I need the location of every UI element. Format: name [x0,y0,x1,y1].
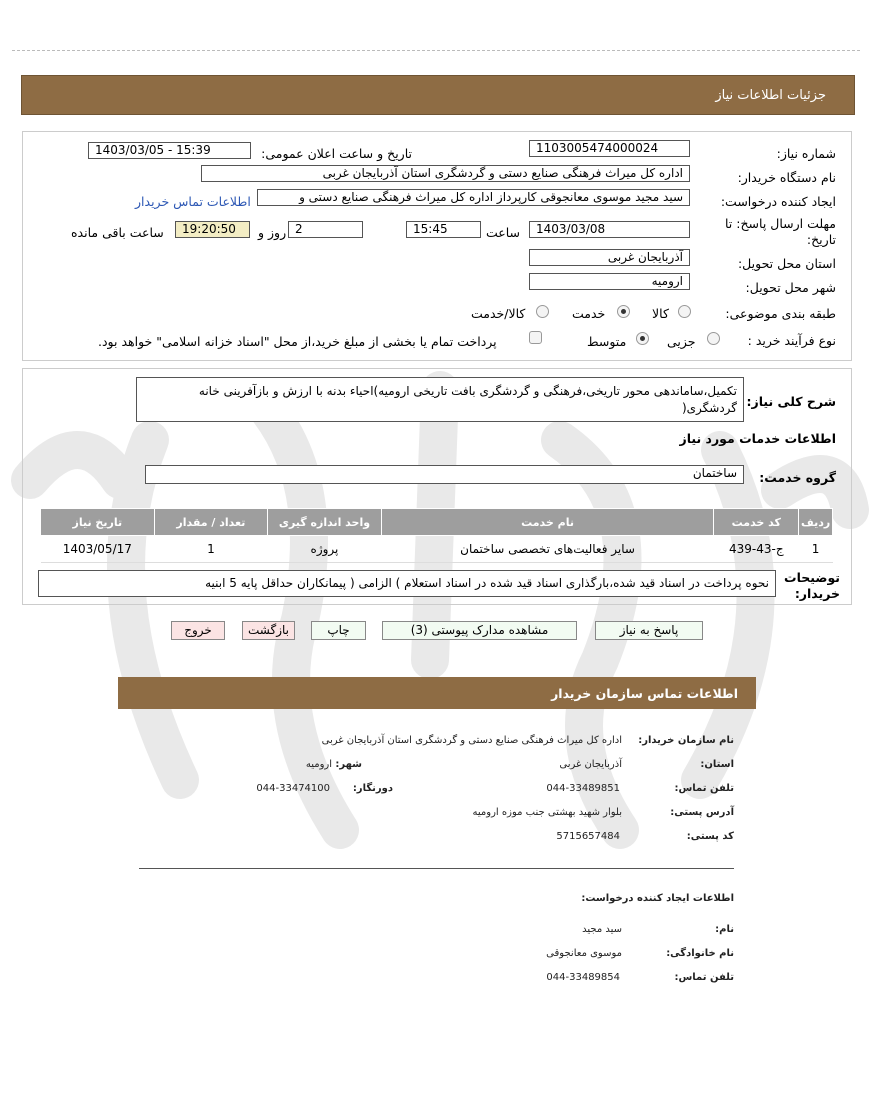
buyer-notes-label: توضیحات خریدار: [784,570,840,601]
creator-field: سید مجید موسوی معانجوقی کارپرداز اداره کل میراث فرهنگی صنایع دستی و [257,189,690,206]
top-divider [12,50,860,51]
cell-quantity: 1 [154,536,268,563]
remaining-label: ساعت باقی مانده [71,225,164,240]
creator-name: سید مجید [582,924,622,935]
cell-row: 1 [799,536,833,563]
page-title: جزئیات اطلاعات نیاز [715,88,826,103]
deadline-time-label: ساعت [486,225,521,240]
process-radio-minor[interactable] [707,332,720,345]
services-table [40,508,833,563]
col-code: کد خدمت [714,509,799,536]
contact-phone-label: تلفن تماس: [674,783,734,794]
reply-button[interactable]: پاسخ به نیاز [595,621,703,640]
deadline-label: مهلت ارسال پاسخ: تا تاریخ: [725,216,836,247]
need-number-label: شماره نیاز: [776,146,836,161]
creator-info-title: اطلاعات ایجاد کننده درخواست: [581,893,734,904]
col-row: ردیف [799,509,833,536]
treasury-note: پرداخت تمام یا بخشی از مبلغ خرید،از محل "اسناد خزانه اسلامی" خواهد بود. [98,334,497,349]
table-header-row [41,509,833,536]
contact-address: بلوار شهید بهشتی جنب موزه ارومیه [472,807,622,818]
contact-org: اداره کل میراث فرهنگی صنایع دستی و گردشگری استان آذربایجان غربی [321,735,622,746]
contact-divider [139,868,734,869]
buyer-org-field: اداره کل میراث فرهنگی صنایع دستی و گردشگری استان آذربایجان غربی [201,165,690,182]
process-label: نوع فرآیند خرید : [747,333,836,348]
city-label: شهر محل تحویل: [745,280,836,295]
cell-code: ج-43-439 [714,536,799,563]
creator-phone: 044-33489854 [546,972,620,983]
category-radio-service[interactable] [617,305,630,318]
col-quantity: تعداد / مقدار [154,509,268,536]
contact-fax: 044-33474100 [256,783,330,794]
contact-province-label: استان: [700,759,734,770]
col-unit: واحد اندازه گیری [268,509,382,536]
deadline-time-field: 15:45 [406,221,481,238]
service-group-label: گروه خدمت: [759,470,836,485]
process-radio-medium[interactable] [636,332,649,345]
category-radio-goods[interactable] [678,305,691,318]
contact-province: آذربایجان غربی [559,759,622,770]
exit-button[interactable]: خروج [171,621,225,640]
services-heading: اطلاعات خدمات مورد نیاز [679,431,836,446]
contact-postal-label: کد پستی: [686,831,734,842]
table-row [41,536,833,563]
days-field: 2 [288,221,363,238]
deadline-date-field: 1403/03/08 [529,221,690,238]
category-option-goods-service: کالا/خدمت [471,306,526,321]
cell-service-name: سایر فعالیت‌های تخصصی ساختمان [381,536,714,563]
buyer-org-label: نام دستگاه خریدار: [737,170,836,185]
summary-field: تکمیل،ساماندهی محور تاریخی،فرهنگی و گردشگری بافت تاریخی ارومیه)احیاء بدنه با ارزش و بازآفرینی خانه گردشگری( [136,377,744,422]
col-service-name: نام خدمت [381,509,714,536]
process-option-minor: جزیی [667,334,696,349]
service-group-field: ساختمان [145,465,744,484]
contact-org-label: نام سازمان خریدار: [638,735,734,746]
announce-label: تاریخ و ساعت اعلان عمومی: [261,146,412,161]
province-label: استان محل تحویل: [737,256,836,271]
back-button[interactable]: بازگشت [242,621,295,640]
cell-need-date: 1403/05/17 [41,536,155,563]
remaining-time-field: 19:20:50 [175,221,250,238]
contact-address-label: آدرس پستی: [670,807,734,818]
creator-phone-label: تلفن تماس: [674,972,734,983]
contact-city-label: شهر: [335,759,362,770]
category-option-service: خدمت [572,306,606,321]
attachments-button[interactable]: مشاهده مدارک پیوستی (3) [382,621,577,640]
contact-postal: 5715657484 [556,831,620,842]
treasury-checkbox[interactable] [529,331,542,344]
need-number-field: 1103005474000024 [529,140,690,157]
contact-city: ارومیه [305,759,332,770]
summary-label: شرح کلی نیاز: [746,394,836,409]
announce-field: 1403/03/05 - 15:39 [88,142,251,159]
print-button[interactable]: چاپ [311,621,366,640]
creator-family-label: نام خانوادگی: [666,948,734,959]
days-label: روز و [258,225,287,240]
province-field: آذربایجان غربی [529,249,690,266]
contact-header [118,677,756,709]
creator-family: موسوی معانجوقی [546,948,622,959]
contact-phone: 044-33489851 [546,783,620,794]
buyer-contact-link[interactable]: اطلاعات تماس خریدار [135,194,251,209]
page-header [21,75,855,115]
contact-fax-label: دورنگار: [352,783,393,794]
creator-label: ایجاد کننده درخواست: [720,194,836,209]
creator-name-label: نام: [715,924,734,935]
process-option-medium: متوسط [587,334,627,349]
category-option-goods: کالا [652,306,669,321]
buyer-notes-field: نحوه پرداخت در اسناد قید شده،بارگذاری اسناد قید شده در اسناد استعلام ) الزامی ( پیمانکاران حداقل پایه 5 ابنیه [38,570,776,597]
contact-title: اطلاعات تماس سازمان خریدار [551,686,738,701]
cell-unit: پروژه [268,536,382,563]
category-radio-goods-service[interactable] [536,305,549,318]
city-field: ارومیه [529,273,690,290]
category-label: طبقه بندی موضوعی: [725,306,836,321]
col-need-date: تاریخ نیاز [41,509,155,536]
